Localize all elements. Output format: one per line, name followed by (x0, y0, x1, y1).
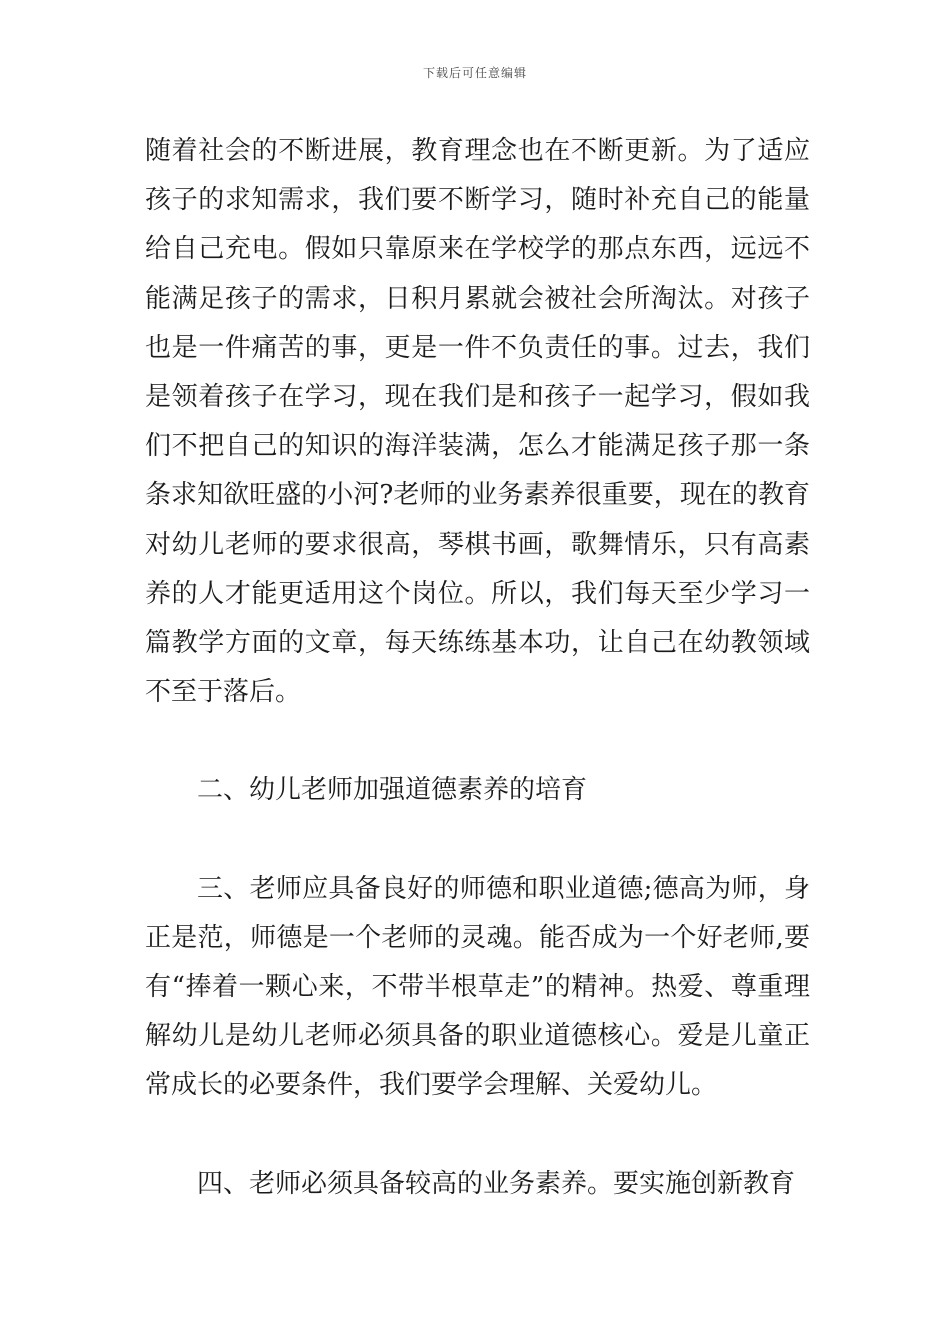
page-header-note: 下载后可任意编辑 (422, 66, 527, 80)
section-heading-2: 二、幼儿老师加强道德素养的培育 (197, 775, 588, 806)
section-paragraph-4: 四、老师必须具备较高的业务素养。要实施创新教育 (197, 1168, 796, 1199)
paragraph-spacer (145, 717, 810, 766)
document-body (145, 127, 810, 1209)
section-paragraph-3: 三、老师应具备良好的师德和职业道德;德高为师，身正是范，师德是一个老师的灵魂。能否成为一个好老师,要有“捧着一颗心来，不带半根草走”的精神。热爱、尊重理解幼儿是幼儿老师必须具备的职业道德核心。爱是儿童正常成长的必要条件，我们要学会理解、关爱幼儿。 (145, 873, 810, 1101)
paragraph-spacer (145, 1111, 810, 1160)
paragraph-continuation: 随着社会的不断进展，教育理念也在不断更新。为了适应孩子的求知需求，我们要不断学习，随时补充自己的能量给自己充电。假如只靠原来在学校学的那点东西，远远不能满足孩子的需求，日积月累就会被社会所淘汰。对孩子也是一件痛苦的事，更是一件不负责任的事。过去，我们是领着孩子在学习，现在我们是和孩子一起学习，假如我们不把自己的知识的海洋装满，怎么才能满足孩子那一条条求知欲旺盛的小河?老师的业务素养很重要，现在的教育对幼儿老师的要求很高，琴棋书画，歌舞情乐，只有高素养的人才能更适用这个岗位。所以，我们每天至少学习一篇教学方面的文章，每天练练基本功，让自己在幼教领域不至于落后。 (145, 136, 810, 708)
paragraph-spacer (145, 816, 810, 865)
